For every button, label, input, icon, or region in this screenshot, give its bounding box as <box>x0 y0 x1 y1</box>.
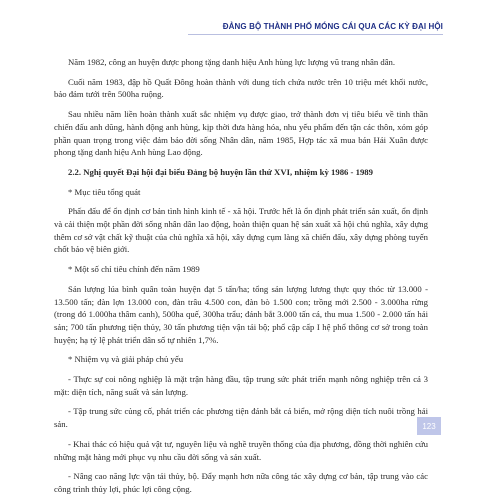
paragraph: Phấn đấu để ổn định cơ bản tình hình kinh tế - xã hội. Trước hết là ổn định phát triển sản xuất, ổn định và cải thiện một phần đời sống nhân dân lao động, hoàn thiện quan hệ sản xuất xã hội chủ nghĩa, xây dựng thêm cơ sở vật chất kỹ thuật của chủ nghĩa xã hội, xây dựng cụm làng xã chiến đấu, xây dựng phòng tuyến chốt bảo vệ biên giới. <box>54 206 428 255</box>
paragraph: - Nâng cao năng lực vận tải thủy, bộ. Đẩy mạnh hơn nữa công tác xây dựng cơ bản, tập trung vào các công trình thủy lợi, phúc lợi công cộng. <box>54 471 428 494</box>
page-body <box>54 56 428 503</box>
paragraph: - Khai thác có hiệu quả vật tư, nguyên liệu và nghề truyền thống của địa phương, đồng thời nghiên cứu những mặt hàng mới phục vụ nhu cầu đời sống và sản xuất. <box>54 438 428 462</box>
subheading: * Mục tiêu tổng quát <box>68 186 141 197</box>
page-number: 123 <box>417 417 441 435</box>
header-rule <box>188 34 443 35</box>
section-heading: 2.2. Nghị quyết Đại hội đại biểu Đảng bộ huyện lần thứ XVI, nhiệm kỳ 1986 - 1989 <box>68 166 373 177</box>
running-header: ĐẢNG BỘ THÀNH PHỐ MÓNG CÁI QUA CÁC KỲ ĐẠI HỘI <box>222 22 443 31</box>
paragraph: Năm 1982, công an huyện được phong tặng danh hiệu Anh hùng lực lượng vũ trang nhân dân. <box>68 57 396 67</box>
paragraph: - Thực sự coi nông nghiệp là mặt trận hàng đầu, tập trung sức phát triển mạnh nông nghiệp trên cả 3 mặt: diện tích, năng suất và sản lượng. <box>54 374 428 397</box>
subheading: * Nhiệm vụ và giải pháp chủ yếu <box>68 354 184 365</box>
paragraph: Cuối năm 1983, đập hồ Quất Đông hoàn thành với dung tích chứa nước trên 10 triệu mét khối nước, bảo đảm tưới trên 500ha ruộng. <box>54 76 428 100</box>
subheading: * Một số chỉ tiêu chính đến năm 1989 <box>68 264 200 275</box>
paragraph: Sau nhiều năm liền hoàn thành xuất sắc nhiệm vụ được giao, trở thành đơn vị tiêu biểu về tinh thần chiến đấu anh dũng, hành động anh hùng, kịp thời đưa hàng hóa, nhu yếu phẩm đến tận các thôn, xóm góp phần quan trọng trong việc đảm bảo đời sống Nhân dân, năm 1985, Hợp tác xã mua bán Hải Xuân được phong tặng danh hiệu Anh hùng Lao động. <box>54 109 428 158</box>
paragraph: - Tập trung sức củng cố, phát triển các phương tiện đánh bắt cá biển, mở rộng diện tích nuôi trồng hải sản. <box>54 406 428 430</box>
paragraph: Sản lượng lúa bình quân toàn huyện đạt 5 tấn/ha; tổng sản lượng lương thực quy thóc từ 13.000 - 13.500 tấn; đàn lợn 13.000 con, đàn trâu 4.500 con, đàn bò 1.500 con; trồng mới 2.500 - 3.000ha rừng (trong đó 1.000ha thâm canh), 500ha quế, 300ha trẩu; đánh bắt 3.000 tấn cá, thu mua 1.500 - 2.000 tấn hải sản; 700 tấn phương tiện thủy, 30 tấn phương tiện vận tải bộ; phổ cập cấp I hệ phổ thông cơ sở trong toàn huyện; hạ tỷ lệ phát triển dân số tự nhiên 1,7%. <box>54 283 428 345</box>
